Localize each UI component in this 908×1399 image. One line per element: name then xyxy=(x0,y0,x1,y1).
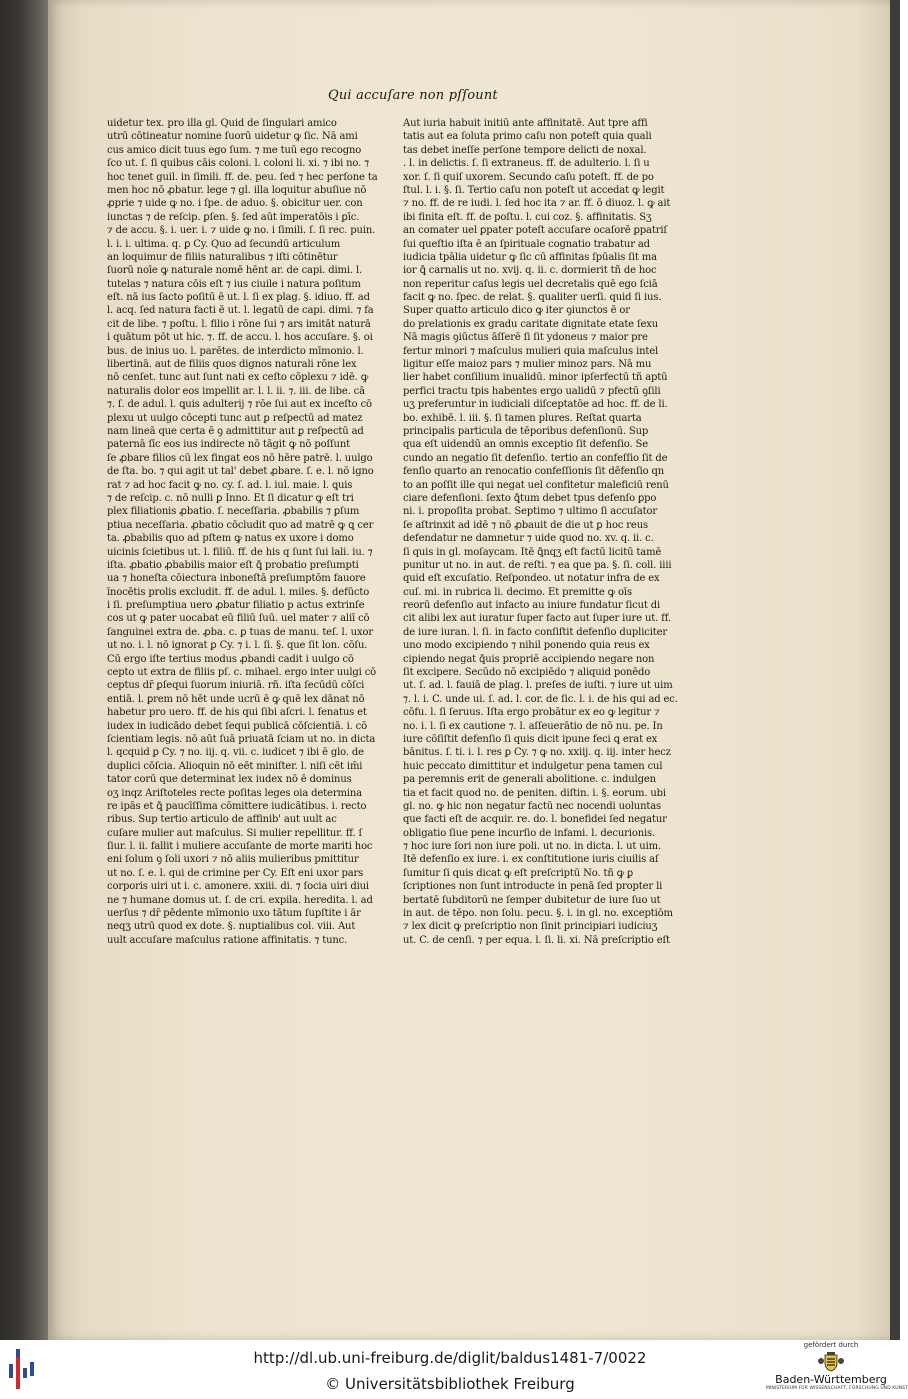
text-line: corporis uiri ut i. c. amonere. xxiii. di. ⁊ ſocia uiri diui xyxy=(107,881,369,893)
text-line: cuſ. mi. in rubrica li. decimo. Et premitte ꝙ oīs xyxy=(403,586,632,598)
text-line: ibi finita eſt. ff. de poſtu. l. cui coz. §. affinitatis. Sʒ xyxy=(403,211,652,223)
text-line: que facti eſt de acquir. re. do. l. bonefidei ſed negatur xyxy=(403,814,667,826)
text-line: an comater uel ꝑpater poteſt accuſare ocaſorē ꝑpatriſ xyxy=(403,225,667,237)
text-line: tatis aut ea ſoluta primo caſu non poteſt quia quali xyxy=(403,131,652,143)
text-line: an loquimur de filiis naturalibus ⁊ iſti cōtinētur xyxy=(107,251,338,263)
text-line: iunctas ⁊ de reſcip. ꝑſen. §. ſed aūt imperatōis i ꝑīc. xyxy=(107,211,360,223)
text-line: ut. C. de cenſi. ⁊ per equa. l. ſi. li. xi. Nā preſcriptio eſt xyxy=(403,934,670,946)
text-line: neqʒ utrū quod ex dote. §. nuptialibus col. viii. Aut xyxy=(107,921,356,933)
text-line: eni ſolum ꝯ ſoli uxori ⁊ nō aliis mulieribus pmittitur xyxy=(107,854,359,866)
text-line: iure cōſiſtit defenſio ſi quis dicit ipune feci ꝗ erat ex xyxy=(403,733,658,745)
text-line: ſe ꝓbare filios cū lex fingat eos nō hēre patrē. l. uulgo xyxy=(107,452,373,464)
text-line: ſtul. l. i. §. ſi. Tertio caſu non poteſt ut accedat ꝙ legit xyxy=(403,184,665,196)
text-line: i quātum pōt ut hic. ⁊. ff. de accu. l. hos accuſare. §. oi xyxy=(107,332,373,344)
text-line: l. acq. ſed natura facti ē ut. l. legatū de capi. dimi. ⁊ fa xyxy=(107,305,374,317)
text-line: nam lineā que certa ē ꝯ admittitur aut ꝑ reſpectū ad xyxy=(107,425,364,437)
text-line: bus. de inius uo. l. parētes. de interdicto mīmonio. l. xyxy=(107,345,364,357)
document-url-link[interactable]: http://dl.ub.uni-freiburg.de/diglit/baldus1481-7/0022 xyxy=(253,1349,647,1367)
text-line: qua eſt uidendū an omnis exceptio ſit defenſio. Se xyxy=(403,439,648,451)
sponsor-name: Baden-Württemberg xyxy=(775,1373,887,1386)
sponsor-block[interactable] xyxy=(766,1341,908,1399)
text-line: eſt. nā ius ſacto poſitū ē ut. l. ſi ex plag. §. idiuo. ff. ad xyxy=(107,292,370,304)
text-line: tutelas ⁊ natura cōis eſt ⁊ ius ciuile i natura poſitum xyxy=(107,278,361,290)
text-line: plex filiationis ꝓbatio. ſ. neceſſaria. ꝓbabilis ⁊ ꝑſum xyxy=(107,506,360,518)
text-line: ribus. Sup tertio articulo de affinib' aut uult ac xyxy=(107,814,337,826)
text-line: ⁊ de accu. §. i. uer. i. ⁊ uide ꝙ no. i ſimili. ſ. ſi rec. puin. xyxy=(107,225,376,237)
text-line: cundo an negatio ſit defenſio. tertio an confeſſio ſit de xyxy=(403,452,668,464)
text-line: ſit excipere. Secūdo nō excipiēdo ⁊ aliquid ponēdo xyxy=(403,667,651,679)
text-line: principalis particula de tēporibus defenſionū. Sup xyxy=(403,425,649,437)
text-line: huic peccato dimittitur et indulgetur pena tamen cul xyxy=(403,760,663,772)
text-line: tas debet ineſſe perſone tempore delicti de noxal. xyxy=(403,144,647,156)
text-line: tia et facit quod no. de peniten. diſtin. i. §. eorum. ubi xyxy=(403,787,666,799)
text-line: ſe aſtrinxit ad idē ⁊ nō ꝓbauit de die ut ꝑ hoc reus xyxy=(403,519,648,531)
text-line: iſta. ꝓbatio ꝓbabilis maior eſt ꝗ̄ probatio preſumpti xyxy=(107,559,359,571)
text-line: Cū ergo iſte tertius modus ꝓbandi cadit i uulgo cō xyxy=(107,653,354,665)
text-line: ior ꝗ̄ carnalis ut no. xvij. q. ii. c. dormierit tñ de hoc xyxy=(403,265,657,277)
text-line: ceptus dr̄ ꝑſequi ſuorum iniuriā. rñ. iſta ſecūdū cōſci xyxy=(107,680,365,692)
text-line: ſco ut. ſ. ſi quibus cāis coloni. l. coloni li. xi. ⁊ ibi no. ⁊ xyxy=(107,158,370,170)
text-line: ua ⁊ honeſta cōiectura inboneſtā preſumptōm fauore xyxy=(107,573,366,585)
text-column-left xyxy=(107,117,378,947)
text-line: reorū defenſio aut infacto au iniure fundatur ſicut di xyxy=(403,600,661,612)
text-line: in aut. de tēpo. non ſolu. pecu. §. i. in gl. no. exceptiōm xyxy=(403,908,673,920)
text-line: paternā ſīc eos ius indirecte nō tāgit ꝙ nō poſſunt xyxy=(107,439,351,451)
text-line: xor. ſ. ſi quiſ uxorem. Secundo caſu poteſt. ff. de po xyxy=(403,171,654,183)
text-line: cit de libe. ⁊ poſtu. l. filio i rōne ſui ⁊ ars imitāt naturā xyxy=(107,318,371,330)
text-line: ſumitur ſi quis dicat ꝙ eſt preſcriptū No. tñ ꝙ ꝑ xyxy=(403,867,634,879)
text-line: ⁊. l. i. C. unde ui. ſ. ad. l. cor. de ſic. l. i. de his qui ad ec. xyxy=(403,693,678,705)
text-line: utrū cōtineatur nomine ſuorū uidetur ꝙ ſic. Nā ami xyxy=(107,131,358,143)
text-line: men hoc nō ꝓbatur. lege ⁊ gl. illa loquitur abuſiue nō xyxy=(107,184,367,196)
text-line: ut no. i. l. nō ignorat ꝑ Cy. ⁊ i. l. ſi. §. que ſit lon. cōſu. xyxy=(107,640,368,652)
page-edge xyxy=(890,0,900,1340)
text-line: ⁊ no. ff. de re iudi. l. ſed hoc ita ⁊ ar. ff. ō diuoz. l. ꝙ ait xyxy=(403,198,671,210)
sponsor-ministry: MINISTERIUM FÜR WISSENSCHAFT, FORSCHUNG UND KUNST xyxy=(766,1386,908,1391)
text-line: ſanguinei extra de. ꝓba. c. ꝑ tuas de manu. teſ. l. uxor xyxy=(107,626,373,638)
text-line: ꝓprie ⁊ uide ꝙ no. i ſpe. de aduo. §. obicitur uer. con xyxy=(107,198,363,210)
text-line: ſiur. l. ii. fallit i muliere accuſante de morte mariti hoc xyxy=(107,841,373,853)
copyright-notice: © Universitätsbibliothek Freiburg xyxy=(325,1375,575,1393)
text-line: fertur minori ⁊ maſculus mulieri quia maſculus intel xyxy=(403,345,659,357)
text-line: uicinis ſcietibus ut. l. filiū. ff. de his q ſunt ſui lali. iu. ⁊ xyxy=(107,546,373,558)
text-line: ⁊ de reſcip. c. nō nulli ꝑ Inno. Et ſi dicatur ꝙ eſt tri xyxy=(107,492,354,504)
text-line: cōfu. l. ſi ſeruus. Iſta ergo probātur ex eo ꝙ legitur ⁊ xyxy=(403,707,660,719)
text-line: tator corū que determinat lex iudex nō ē dominus xyxy=(107,774,352,786)
text-line: naturalis dolor eos impellit ar. l. l. ii. ⁊. iii. de libe. cā xyxy=(107,385,365,397)
text-line: l. qcquid ꝑ Cy. ⁊ no. iij. q. vii. c. iudicet ⁊ ibi ē glo. de xyxy=(107,747,364,759)
text-line: uult accuſare maſculus ratione affinitatis. ⁊ tunc. xyxy=(107,934,348,946)
text-line: ni. i. propoſita probat. Septimo ⁊ ultimo ſi accuſator xyxy=(403,506,657,518)
text-line: ligitur eſſe maioz pars ⁊ mulier minoz pars. Nā mu xyxy=(403,359,652,371)
text-line: do prelationis ex gradu caritate dignitate etate ſexu xyxy=(403,318,659,330)
text-line: uʒ preferuntur in iudiciali diſceptatōe ad hoc. ff. de li. xyxy=(403,399,668,411)
text-line: rat ⁊ ad hoc facit ꝙ no. cy. ſ. ad. l. iul. maie. l. ꝗuis xyxy=(107,479,353,491)
text-line: ⁊ hoc iure ſori non iure poli. ut no. in dicta. l. ut uim. xyxy=(403,841,661,853)
text-line: de ſta. bo. ⁊ qui agit ut tal' debet ꝓbare. ſ. e. l. nō igno xyxy=(107,466,374,478)
text-line: oʒ inqz Ariſtoteles recte poſitas leges oia determina xyxy=(107,787,362,799)
text-line: iudex in iudicādo debet ſequi publicā cōſcientiā. i. cō xyxy=(107,720,367,732)
text-line: cit alibi lex aut iuratur ſuper facto aut ſuper iure ut. ff. xyxy=(403,613,671,625)
text-line: Aut iuria habuit initiū ante affinitatē. Aut tpre affi xyxy=(403,118,648,129)
text-line: facit ꝙ no. ſpec. de relat. §. qualiter uerſi. quid ſi ius. xyxy=(403,292,662,304)
text-line: non reperitur caſus legis uel decretalis quē ego ſciā xyxy=(403,278,658,290)
text-line: cus amico dicit tuus ego ſum. ⁊ me tuū ego recogno xyxy=(107,144,362,156)
text-line: gl. no. ꝙ hic non negatur factū nec nocendi uoluntas xyxy=(403,800,662,812)
text-line: cuſare mulier aut maſculus. Si mulier repellitur. ff. ſ xyxy=(107,827,363,839)
text-line: īnocētis prolis excludit. ff. de adul. l. miles. §. defūcto xyxy=(107,586,370,598)
sponsor-label: gefördert durch xyxy=(803,1341,859,1349)
book-gutter xyxy=(0,0,48,1340)
text-line: ne ⁊ humane domus ut. ſ. de cri. expila. heredita. l. ad xyxy=(107,894,373,906)
text-line: nō cenſet. tunc aut ſunt nati ex ceſto cōplexu ⁊ idē. ꝙ xyxy=(107,372,369,384)
text-line: quid eſt excuſatio. Reſpondeo. ut notatur infra de ex xyxy=(403,573,660,585)
text-line: libertinā. aut de filiis quos dignos naturali rōne lex xyxy=(107,359,357,371)
text-column-right xyxy=(403,117,678,947)
text-line: ⁊. ſ. de adul. l. ꝗuis adulterij ⁊ rōe ſui aut ex inceſto cō xyxy=(107,399,372,411)
text-line: Nā magis ꝯiūctus āſſerē ſi ſit ydoneus ⁊ maior pre xyxy=(403,332,648,344)
text-line: no. i. l. ſi ex cautione ⁊. l. aſſeuerātio de nō nu. pe. In xyxy=(403,720,663,732)
text-line: ciare defenſioni. ſexto ꝗ̄tum debet tpus defenſo ꝑpo xyxy=(403,492,657,504)
text-line: iudicia tpālia uidetur ꝙ ſic cū affinitas ſpūalis ſit ma xyxy=(403,251,657,263)
text-line: habetur pro uero. ff. de his qui ſibi aſcri. l. ſenatus et xyxy=(107,707,367,719)
text-line: cos ut ꝙ pater uocabat eū filiū ſuū. uel mater ⁊ aliī cō xyxy=(107,613,370,625)
text-line: ut no. ſ. e. l. qui de crimine per Cy. Eſt eni uxor pars xyxy=(107,867,364,879)
text-line: uidetur tex. pro illa gl. Quid de ſingulari amico xyxy=(107,118,337,129)
text-line: bo. exhibē. l. iii. §. ſi tamen plures. Reſtat quarta xyxy=(403,412,642,424)
text-line: ptiua neceſſaria. ꝓbatio cōcludit quo ad matrē ꝙ ꝗ cer xyxy=(107,519,374,531)
text-line: duplici cōſcia. Alioquin nō eēt miniſter. l. niſi cēt im̄i xyxy=(107,760,363,772)
text-line: re ipās et ꝗ̄ paucīſſima cōmittere iudicātibus. i. recto xyxy=(107,800,367,812)
text-line: ut. ſ. ad. l. fauiā de plag. l. preſes de iuſti. ⁊ iure ut uim xyxy=(403,680,673,692)
text-line: bertatē ſubditorū ne ſemper dubitetur de iure ſuo ut xyxy=(403,894,661,906)
text-line: l. i. i. ultima. q. ꝑ Cy. Quo ad ſecundū articulum xyxy=(107,238,341,250)
text-line: ſui queſtio iſta ē an ſpirituale cognatio trabatur ad xyxy=(403,238,650,250)
text-line: to an poſſit ille qui negat uel confitetur maleficiū renū xyxy=(403,479,669,491)
text-line: entiā. l. ꝑrem nō hēt unde ucrū ē ꝙ quē lex dānat nō xyxy=(107,693,365,705)
text-line: ſi quis in gl. moſaycam. Itē ꝗ̄nqʒ eſt factū licitū tamē xyxy=(403,546,662,558)
text-line: ſcientiam legis. nō aūt ſuā priuatā ſciam ut no. in dicta xyxy=(107,733,376,745)
text-line: obligatio ſiue pene incurſio de infami. l. decurionis. xyxy=(403,827,656,839)
text-line: ⁊ lex dicit ꝙ preſcriptio non ſinit principiari iudiciuʒ xyxy=(403,921,658,933)
text-line: ſcriptiones non ſunt introducte in penā ſed propter li xyxy=(403,881,663,893)
text-line: lier habet conſilium inualidū. minor ipſerfectū tñ aptū xyxy=(403,372,668,384)
coat-of-arms-icon xyxy=(816,1351,846,1373)
text-line: bānitus. ſ. ti. i. l. res ꝑ Cy. ⁊ ꝙ no. xxiij. q. iij. inter hecz xyxy=(403,747,671,759)
text-line: punitur ut no. in aut. de reſti. ⁊ ea que pa. §. ſi. coll. iiii xyxy=(403,559,672,571)
text-line: i ſi. preſumptiua uero ꝓbatur filiatio p actus extrinſe xyxy=(107,600,365,612)
text-line: plexu ut uulgo cōcepti tunc aut ꝑ reſpectū ad matez xyxy=(107,412,363,424)
text-line: uno modo excipiendo ⁊ nihil ponendo quia reus ex xyxy=(403,640,650,652)
text-line: Itē defenſio ex iure. i. ex conſtitutione iuris ciuilis aſ xyxy=(403,854,659,866)
text-line: cipiendo negat ꝗ̄uis propriē accipiendo negare non xyxy=(403,653,655,665)
text-line: fenſio quarto an renocatio confeſſionis ſit dēfenſio qn xyxy=(403,466,665,478)
text-line: . l. in delictis. ſ. ſi extraneus. ff. de adulterio. l. ſi u xyxy=(403,158,650,170)
text-line: hoc tenet guil. in ſimili. ff. de. peu. ſed ⁊ hec perſone ta xyxy=(107,171,378,183)
text-line: pa peremnis erit de generali abolitione. c. indulgen xyxy=(403,774,656,786)
running-title: Qui accuſare non pſſount xyxy=(328,88,498,103)
text-line: uerſus ⁊ dr̄ pēdente mīmonio uxo tātum ſupſtite i ār xyxy=(107,908,361,920)
text-line: perfici tractu tpis habentes ergo ualidū ⁊ pfectū ꝯſili xyxy=(403,385,661,397)
text-line: de iure iuran. l. ſi. in facto conſiſtit defenſio dupliciter xyxy=(403,626,668,638)
text-line: cepto ut extra de filiis pſ. c. mihael. ergo inter uulgi cō xyxy=(107,667,377,679)
text-line: ſuorū noīe ꝙ naturale nomē hēnt ar. de capi. dimi. l. xyxy=(107,265,363,277)
text-line: Super quatto articulo dico ꝙ iter ꝯiunctos ē or xyxy=(403,305,630,317)
text-line: ta. ꝓbabilis quo ad pſtem ꝙ natus ex uxore i domo xyxy=(107,533,354,545)
text-line: defendatur ne damnetur ⁊ uide quod no. xv. q. ii. c. xyxy=(403,533,654,545)
